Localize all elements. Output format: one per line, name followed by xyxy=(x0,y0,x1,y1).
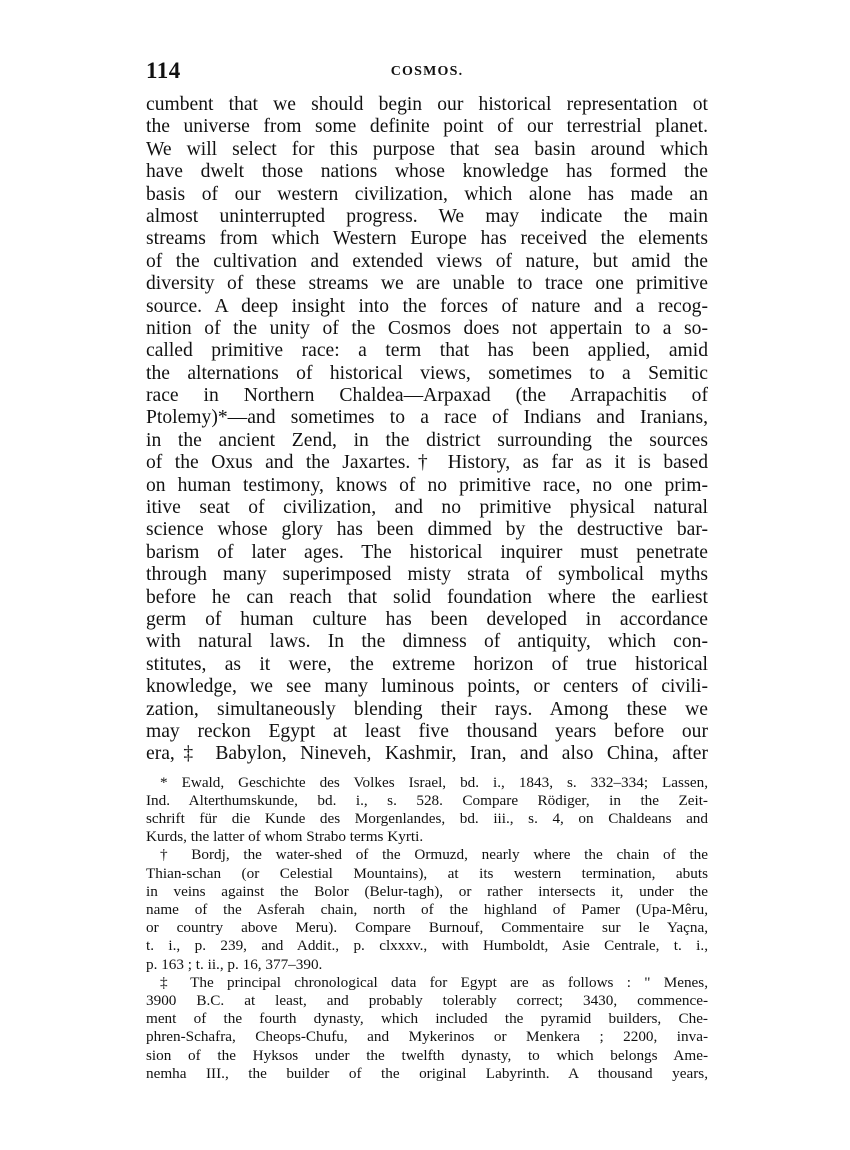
body-line: before he can reach that solid foundation where the earliest xyxy=(146,586,708,608)
body-line: Ptolemy)*—and sometimes to a race of Indians and Iranians, xyxy=(146,407,708,429)
footnotes xyxy=(146,774,708,1083)
body-line: cumbent that we should begin our historical representation ot xyxy=(146,94,708,115)
footnote-line: ment of the fourth dynasty, which included the pyramid builders, Che- xyxy=(146,1010,708,1028)
body-line: almost uninterrupted progress. We may indicate the main xyxy=(146,205,708,227)
body-line: era,‡ Babylon, Nineveh, Kashmir, Iran, and also China, after xyxy=(146,743,708,765)
body-line: in the ancient Zend, in the district surrounding the sources xyxy=(146,429,708,451)
body-line: streams from which Western Europe has received the elements xyxy=(146,228,708,250)
body-line: race in Northern Chaldea—Arpaxad (the Arrapachitis of xyxy=(146,385,708,407)
body-line: zation, simultaneously blending their rays. Among these we xyxy=(146,698,708,720)
body-line: on human testimony, knows of no primitive race, no one prim- xyxy=(146,474,708,496)
footnote-line: in veins against the Bolor (Belur-tagh), or rather intersects it, under the xyxy=(146,882,708,900)
body-line: nition of the unity of the Cosmos does not appertain to a so- xyxy=(146,317,708,339)
footnote-line: nemha III., the builder of the original Labyrinth. A thousand years, xyxy=(146,1064,708,1082)
footnote-line: p. 163 ; t. ii., p. 16, 377–390. xyxy=(146,955,323,973)
footnote-line: Kurds, the latter of whom Strabo terms Kyrti. xyxy=(146,828,424,846)
body-line: basis of our western civilization, which alone has made an xyxy=(146,183,708,205)
footnote xyxy=(146,774,708,847)
body-text xyxy=(146,94,708,766)
book-page xyxy=(146,58,708,1083)
footnote-line: sion of the Hyksos under the twelfth dynasty, to which belongs Ame- xyxy=(146,1046,708,1064)
body-line: through many superimposed misty strata of symbolical myths xyxy=(146,564,708,586)
footnote-line: Ind. Alterthumskunde, bd. i., s. 528. Compare Rödiger, in the Zeit- xyxy=(146,791,708,809)
body-line: may reckon Egypt at least five thousand years before our xyxy=(146,720,708,742)
body-line: itive seat of civilization, and no primitive physical natural xyxy=(146,497,708,519)
running-head xyxy=(146,58,708,94)
body-line: have dwelt those nations whose knowledge has formed the xyxy=(146,161,708,183)
footnote xyxy=(146,846,708,973)
body-line: the universe from some definite point of our terrestrial planet. xyxy=(146,116,708,138)
footnote-line: name of the Asferah chain, north of the highland of Pamer (Upa-Mêru, xyxy=(146,901,708,919)
footnote-line: Thian-schan (or Celestial Mountains), at its western termination, abuts xyxy=(146,864,708,882)
page-number: 114 xyxy=(146,58,181,83)
body-line: with natural laws. In the dimness of antiquity, which con- xyxy=(146,631,708,653)
footnote-line: * Ewald, Geschichte des Volkes Israel, bd. i., 1843, s. 332–334; Lassen, xyxy=(160,773,708,791)
body-line: the alternations of historical views, sometimes to a Semitic xyxy=(146,362,708,384)
body-line: diversity of these streams we are unable to trace one primitive xyxy=(146,273,708,295)
footnote-line: t. i., p. 239, and Addit., p. clxxxv., with Humboldt, Asie Centrale, t. i., xyxy=(146,937,708,955)
footnote-line: ‡ The principal chronological data for Egypt are as follows : " Menes, xyxy=(160,973,708,991)
running-title: COSMOS. xyxy=(390,64,464,79)
footnote-line: or country above Meru). Compare Burnouf, Commentaire sur le Yaçna, xyxy=(146,919,708,937)
body-line: knowledge, we see many luminous points, or centers of civili- xyxy=(146,676,708,698)
body-line: germ of human culture has been developed in accordance xyxy=(146,608,708,630)
footnote-line: † Bordj, the water-shed of the Ormuzd, nearly where the chain of the xyxy=(160,846,708,864)
body-line: barism of later ages. The historical inquirer must penetrate xyxy=(146,541,708,563)
body-line: called primitive race: a term that has been applied, amid xyxy=(146,340,708,362)
footnote-line: schrift für die Kunde des Morgenlandes, bd. iii., s. 4, on Chaldeans and xyxy=(146,810,708,828)
body-line: science whose glory has been dimmed by the destructive bar- xyxy=(146,519,708,541)
body-line: stitutes, as it were, the extreme horizon of true historical xyxy=(146,653,708,675)
body-line: We will select for this purpose that sea basin around which xyxy=(146,138,708,160)
body-line: of the Oxus and the Jaxartes.† History, as far as it is based xyxy=(146,452,708,474)
footnote-line: 3900 B.C. at least, and probably tolerably correct; 3430, commence- xyxy=(146,991,708,1009)
body-line: of the cultivation and extended views of nature, but amid the xyxy=(146,250,708,272)
body-line: source. A deep insight into the forces of nature and a recog- xyxy=(146,295,708,317)
footnote xyxy=(146,974,708,1083)
footnote-line: phren-Schafra, Cheops-Chufu, and Mykerinos or Menkera ; 2200, inva- xyxy=(146,1028,708,1046)
